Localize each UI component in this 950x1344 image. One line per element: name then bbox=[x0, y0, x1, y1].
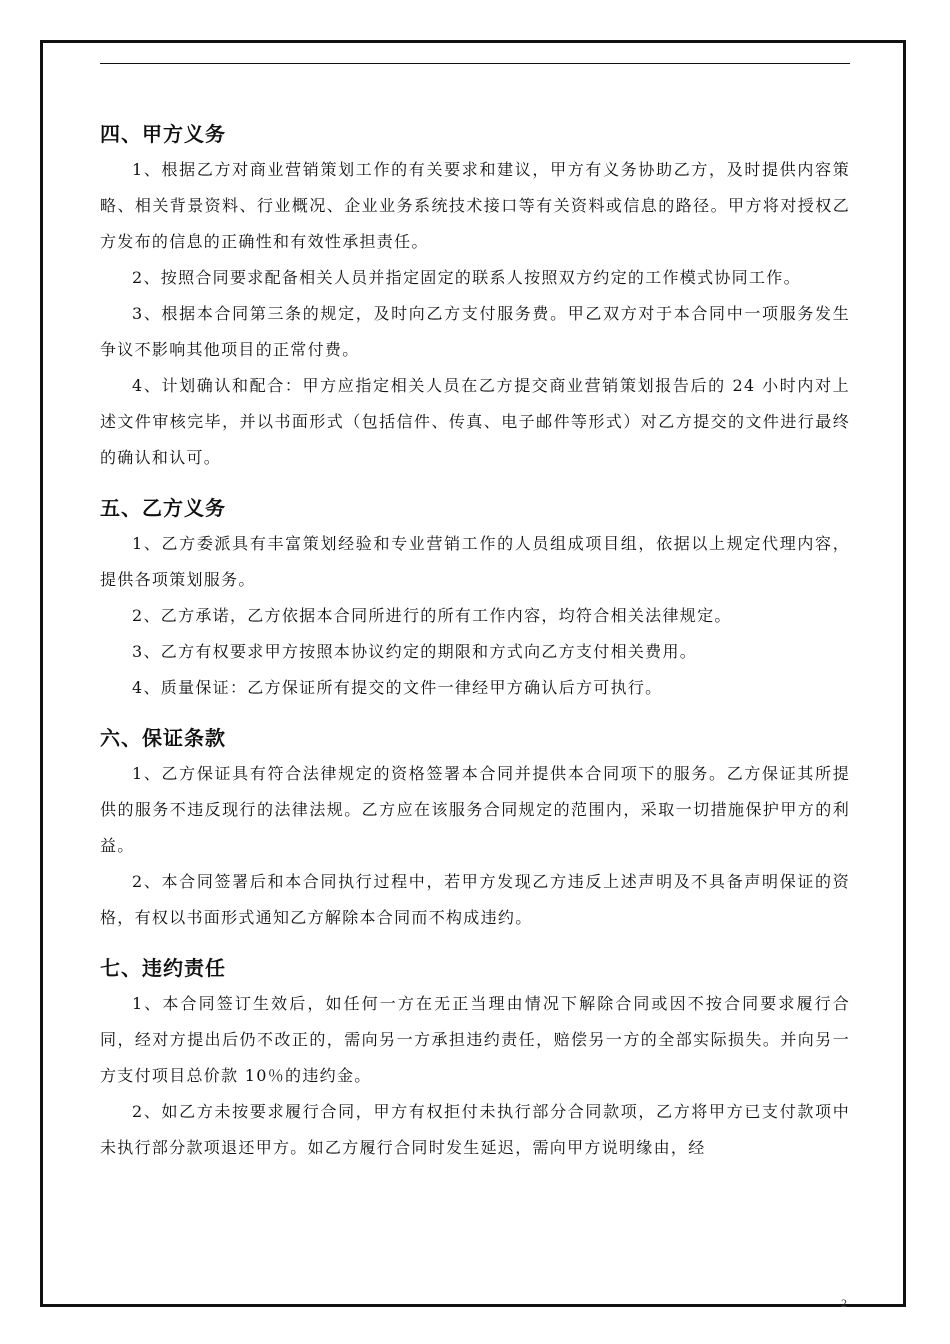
header-rule bbox=[100, 63, 850, 64]
paragraph: 3、乙方有权要求甲方按照本协议约定的期限和方式向乙方支付相关费用。 bbox=[132, 642, 698, 661]
paragraph: 4、质量保证：乙方保证所有提交的文件一律经甲方确认后方可执行。 bbox=[132, 678, 663, 697]
paragraph: 4、计划确认和配合：甲方应指定相关人员在乙方提交商业营销策划报告后的 24 小时内对上述文件审核完毕，并以书面形式（包括信件、传真、电子邮件等形式）对乙方提交的文件进行最终的确认和认可。 bbox=[100, 376, 850, 467]
paragraph: 2、本合同签署后和本合同执行过程中，若甲方发现乙方违反上述声明及不具备声明保证的资格，有权以书面形式通知乙方解除本合同而不构成违约。 bbox=[100, 872, 850, 927]
section-heading-breach-liability: 七、违约责任 bbox=[100, 956, 226, 980]
paragraph: 2、按照合同要求配备相关人员并指定固定的联系人按照双方约定的工作模式协同工作。 bbox=[132, 268, 801, 287]
paragraph: 2、乙方承诺，乙方依据本合同所进行的所有工作内容，均符合相关法律规定。 bbox=[132, 606, 732, 625]
paragraph: 1、乙方保证具有符合法律规定的资格签署本合同并提供本合同项下的服务。乙方保证其所提供的服务不违反现行的法律法规。乙方应在该服务合同规定的范围内，采取一切措施保护甲方的利益。 bbox=[100, 764, 850, 855]
section-heading-party-b-obligations: 五、乙方义务 bbox=[100, 496, 226, 520]
paragraph: 1、根据乙方对商业营销策划工作的有关要求和建议，甲方有义务协助乙方，及时提供内容策略、相关背景资料、行业概况、企业业务系统技术接口等有关资料或信息的路径。甲方将对授权乙方发布的信息的正确性和有效性承担责任。 bbox=[100, 160, 850, 251]
section-heading-guarantee-clauses: 六、保证条款 bbox=[100, 726, 226, 750]
paragraph: 1、乙方委派具有丰富策划经验和专业营销工作的人员组成项目组，依据以上规定代理内容，提供各项策划服务。 bbox=[100, 534, 850, 589]
document-body bbox=[100, 116, 850, 1166]
section-heading-party-a-obligations: 四、甲方义务 bbox=[100, 122, 226, 146]
page-number: 2 bbox=[841, 1296, 847, 1310]
paragraph: 2、如乙方未按要求履行合同，甲方有权拒付未执行部分合同款项，乙方将甲方已支付款项中未执行部分款项退还甲方。如乙方履行合同时发生延迟，需向甲方说明缘由，经 bbox=[100, 1102, 850, 1157]
paragraph: 1、本合同签订生效后，如任何一方在无正当理由情况下解除合同或因不按合同要求履行合同，经对方提出后仍不改正的，需向另一方承担违约责任，赔偿另一方的全部实际损失。并向另一方支付项目总价款 10％的违约金。 bbox=[100, 994, 850, 1085]
paragraph: 3、根据本合同第三条的规定，及时向乙方支付服务费。甲乙双方对于本合同中一项服务发生争议不影响其他项目的正常付费。 bbox=[100, 304, 850, 359]
